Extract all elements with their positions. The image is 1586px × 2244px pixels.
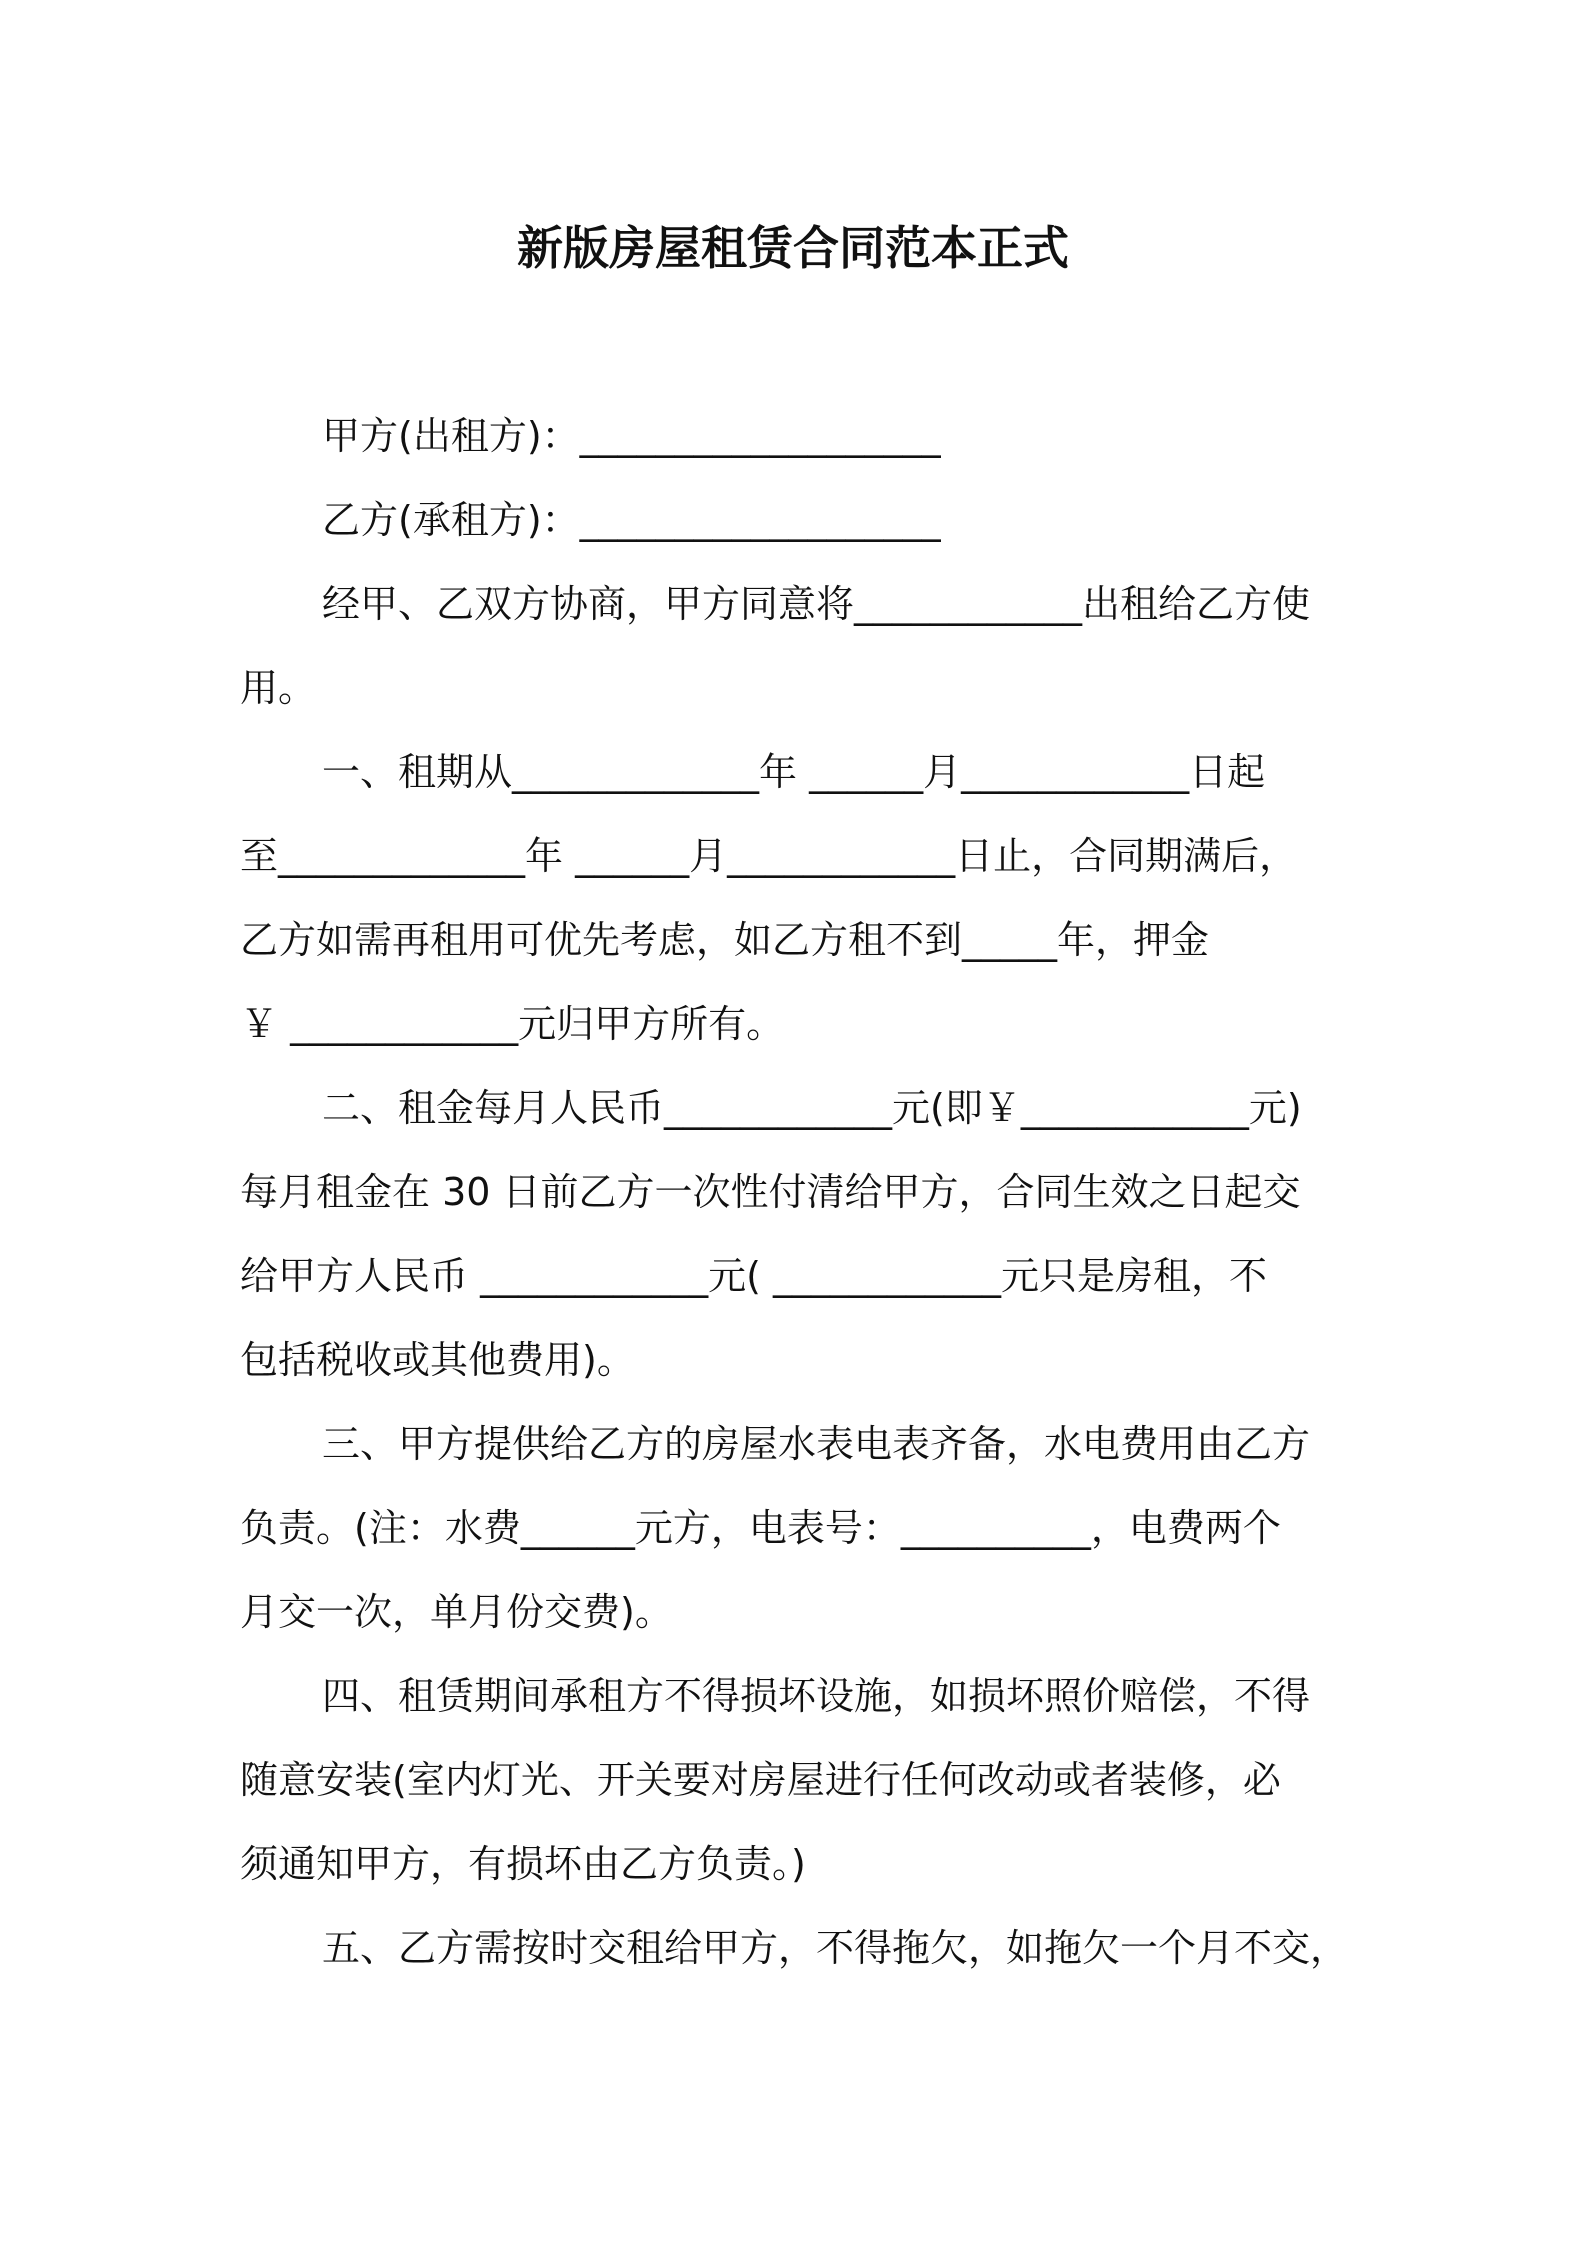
document-title: 新版房屋租赁合同范本正式 xyxy=(517,221,1069,275)
clause-4-line-1: 四、租赁期间承租方不得损坏设施，如损坏照价赔偿，不得 xyxy=(322,1674,1311,1718)
clause-3-line-3: 月交一次，单月份交费)。 xyxy=(240,1590,673,1634)
clause-2-line-4: 包括税收或其他费用)。 xyxy=(240,1338,635,1382)
clause-3-line-1: 三、甲方提供给乙方的房屋水表电表齐备，水电费用由乙方 xyxy=(322,1422,1311,1466)
clause-1-line-3: 乙方如需再租用可优先考虑，如乙方租不到_____年，押金 xyxy=(240,918,1210,962)
clause-4-line-3: 须通知甲方，有损坏由乙方负责。) xyxy=(240,1842,806,1886)
clause-1-line-4: ￥ ____________元归甲方所有。 xyxy=(240,1002,785,1046)
clause-2-line-2: 每月租金在 30 日前乙方一次性付清给甲方，合同生效之日起交 xyxy=(240,1170,1301,1214)
party-a-line: 甲方(出租方)：___________________ xyxy=(322,414,941,458)
clause-2-line-1: 二、租金每月人民币____________元(即￥____________元) xyxy=(322,1086,1302,1130)
clause-1-line-2: 至_____________年 ______月____________日止，合同期满后， xyxy=(240,834,1298,878)
clause-2-line-3: 给甲方人民币 ____________元( ____________元只是房租，不 xyxy=(240,1254,1267,1298)
clause-3-line-2: 负责。(注：水费______元方，电表号：__________，电费两个 xyxy=(240,1506,1281,1550)
party-b-line: 乙方(承租方)：___________________ xyxy=(322,498,941,542)
agreement-paragraph-line-2: 用。 xyxy=(240,666,317,710)
clause-5-line-1: 五、乙方需按时交租给甲方，不得拖欠，如拖欠一个月不交， xyxy=(322,1926,1349,1970)
clause-4-line-2: 随意安装(室内灯光、开关要对房屋进行任何改动或者装修，必 xyxy=(240,1758,1281,1802)
clause-1-line-1: 一、租期从_____________年 ______月____________日起 xyxy=(322,750,1266,794)
agreement-paragraph-line-1: 经甲、乙双方协商，甲方同意将____________出租给乙方使 xyxy=(322,582,1311,626)
